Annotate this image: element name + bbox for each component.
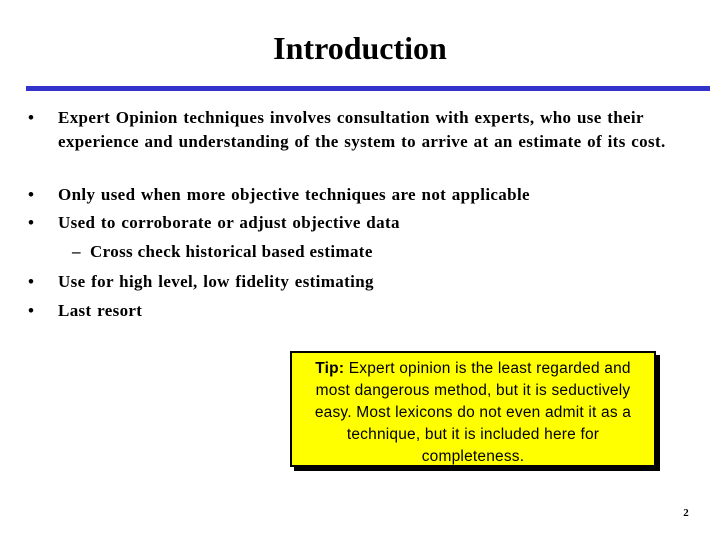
bullet-icon: • bbox=[28, 301, 34, 320]
bullet-icon: • bbox=[28, 272, 34, 291]
slide-title: Introduction bbox=[273, 30, 447, 66]
bullet-icon: • bbox=[28, 185, 34, 204]
tip-text: Expert opinion is the least regarded and most dangerous method, but it is seductively easy. Most lexicons do not even admit it as a technique, but it is included here for completeness. bbox=[314, 360, 632, 465]
bullet-text: Only used when more objective techniques are not applicable bbox=[58, 185, 530, 204]
tip-callout bbox=[290, 351, 656, 467]
bullet-icon: • bbox=[28, 213, 34, 232]
bullet-text: Use for high level, low fidelity estimating bbox=[58, 272, 374, 291]
bullet-icon: • bbox=[28, 108, 34, 127]
bullet-text: Last resort bbox=[58, 301, 143, 320]
bullet-text: Used to corroborate or adjust objective data bbox=[58, 213, 400, 232]
dash-icon: – bbox=[72, 242, 81, 261]
sub-bullet-text: Cross check historical based estimate bbox=[90, 242, 373, 261]
bullet-text: Expert Opinion techniques involves consultation with experts, who use their experience and understanding of the system to arrive at an estimate of its cost. bbox=[58, 108, 666, 151]
tip-label: Tip: bbox=[315, 360, 345, 377]
page-number: 2 bbox=[683, 507, 689, 519]
